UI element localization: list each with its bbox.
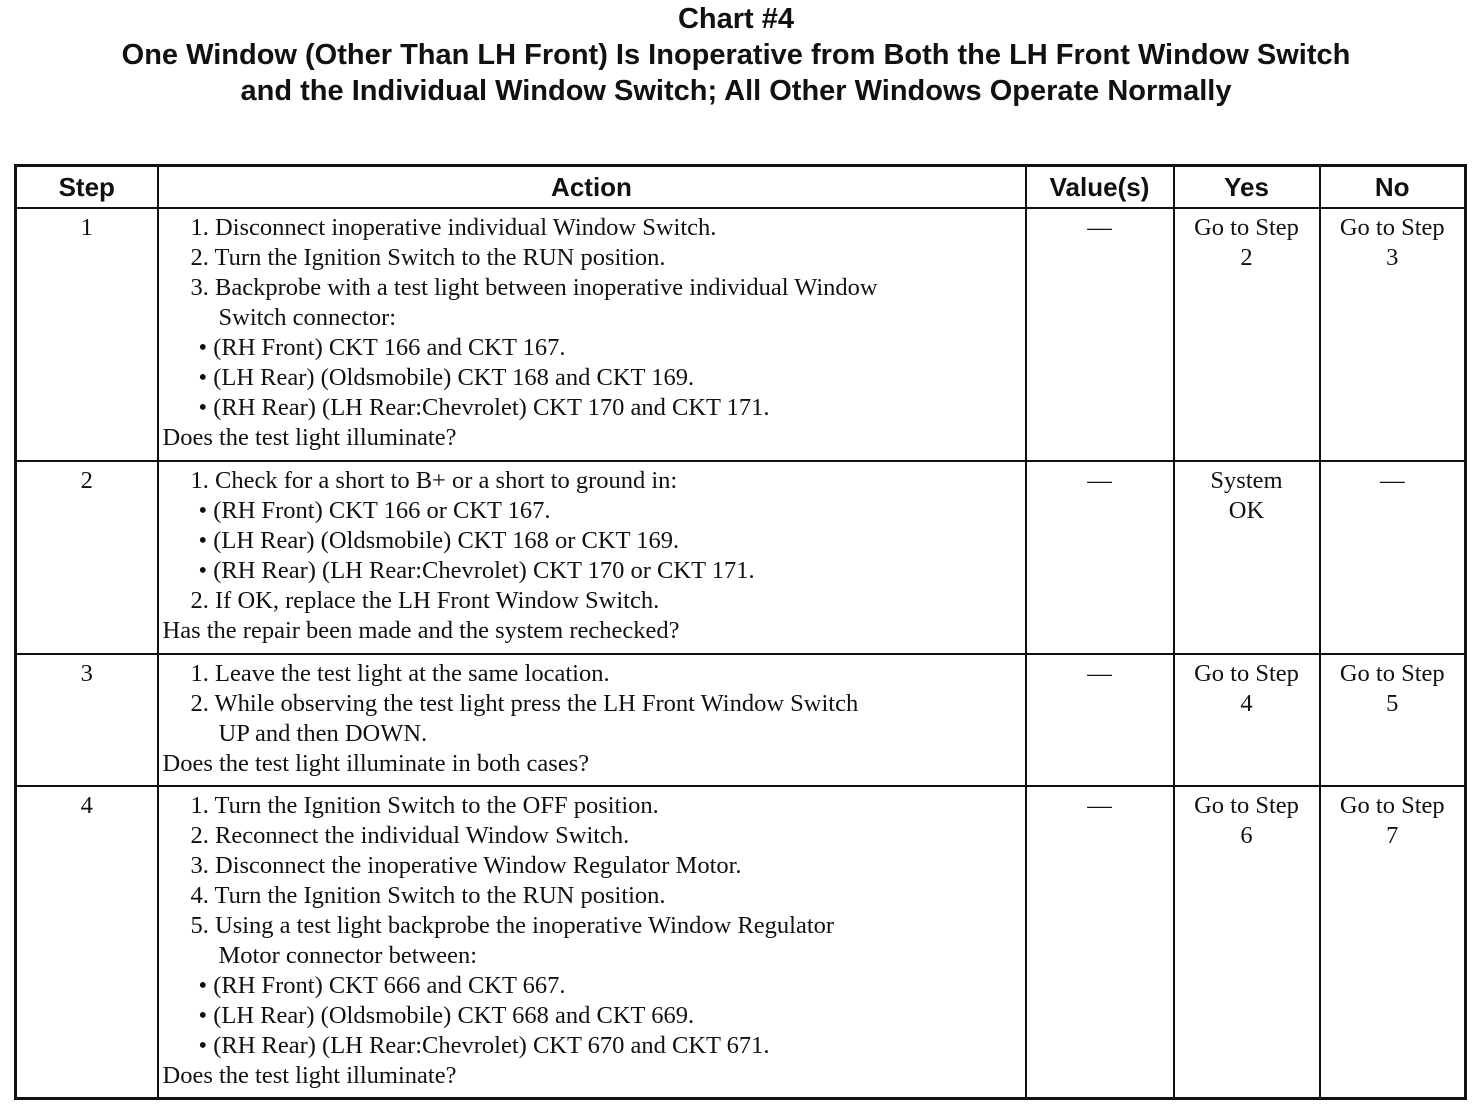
column-header-yes: Yes [1174, 166, 1320, 209]
no-text: Go to Step [1339, 792, 1445, 819]
diagnostic-table [14, 164, 1467, 1100]
action-bullet: • (LH Rear) (Oldsmobile) CKT 168 or CKT 169. [198, 527, 680, 554]
value-cell: — [1026, 208, 1174, 461]
table-row-step-3 [16, 654, 1466, 786]
table-row-step-4 [16, 786, 1466, 1098]
yes-step: 2 [1240, 244, 1253, 271]
no-text: Go to Step [1339, 214, 1445, 241]
value-cell: — [1026, 654, 1174, 786]
yes-text: Go to Step [1194, 660, 1299, 687]
action-line: 1. Turn the Ignition Switch to the OFF position. [190, 792, 659, 819]
column-header-values: Value(s) [1026, 166, 1174, 209]
action-cell [158, 208, 1026, 461]
action-bullet: • (RH Front) CKT 666 and CKT 667. [198, 972, 566, 999]
no-cell [1320, 208, 1466, 461]
yes-cell [1174, 461, 1320, 654]
column-header-action: Action [158, 166, 1026, 209]
no-cell [1320, 654, 1466, 786]
step-number: 3 [16, 654, 158, 786]
table-header-row [16, 166, 1466, 209]
yes-step: 6 [1240, 822, 1253, 849]
table-row-step-2 [16, 461, 1466, 654]
value-cell: — [1026, 786, 1174, 1098]
no-cell [1320, 786, 1466, 1098]
action-question: Does the test light illuminate? [162, 1062, 457, 1089]
step-number: 2 [16, 461, 158, 654]
action-bullet: • (RH Front) CKT 166 and CKT 167. [198, 334, 566, 361]
action-bullet: • (RH Rear) (LH Rear:Chevrolet) CKT 170 or CKT 171. [198, 557, 755, 584]
yes-cell [1174, 786, 1320, 1098]
chart-title-line-2: and the Individual Window Switch; All Other Windows Operate Normally [240, 75, 1232, 107]
chart-header [0, 2, 1472, 109]
action-line: 1. Leave the test light at the same location. [190, 660, 610, 687]
action-line: 2. Turn the Ignition Switch to the RUN position. [190, 244, 666, 271]
yes-step: OK [1228, 497, 1265, 524]
no-step: 3 [1386, 244, 1399, 271]
chart-number: Chart #4 [677, 3, 795, 35]
action-bullet: • (RH Front) CKT 166 or CKT 167. [198, 497, 551, 524]
action-cell [158, 654, 1026, 786]
action-line: UP and then DOWN. [218, 720, 428, 747]
action-bullet: • (LH Rear) (Oldsmobile) CKT 668 and CKT 669. [198, 1002, 695, 1029]
no-text: Go to Step [1339, 660, 1445, 687]
action-line: 2. If OK, replace the LH Front Window Switch. [190, 587, 660, 614]
action-line: Switch connector: [218, 304, 397, 331]
step-number: 1 [16, 208, 158, 461]
value-cell: — [1026, 461, 1174, 654]
column-header-no: No [1320, 166, 1466, 209]
action-bullet: • (RH Rear) (LH Rear:Chevrolet) CKT 670 and CKT 671. [198, 1032, 770, 1059]
action-bullet: • (RH Rear) (LH Rear:Chevrolet) CKT 170 and CKT 171. [198, 394, 770, 421]
yes-text: System [1210, 467, 1283, 494]
action-bullet: • (LH Rear) (Oldsmobile) CKT 168 and CKT 169. [198, 364, 695, 391]
column-header-step: Step [16, 166, 158, 209]
action-line: 3. Backprobe with a test light between inoperative individual Window [190, 274, 878, 301]
action-question: Has the repair been made and the system rechecked? [162, 617, 680, 644]
yes-text: Go to Step [1194, 792, 1299, 819]
action-line: 5. Using a test light backprobe the inoperative Window Regulator [190, 912, 835, 939]
no-step: 7 [1386, 822, 1399, 849]
action-line: 3. Disconnect the inoperative Window Regulator Motor. [190, 852, 742, 879]
yes-text: Go to Step [1194, 214, 1299, 241]
action-line: 2. Reconnect the individual Window Switch. [190, 822, 630, 849]
no-text: — [1380, 467, 1405, 494]
action-line: 1. Disconnect inoperative individual Window Switch. [190, 214, 717, 241]
yes-cell [1174, 654, 1320, 786]
action-question: Does the test light illuminate in both cases? [162, 750, 590, 777]
table-row-step-1 [16, 208, 1466, 461]
action-cell [158, 786, 1026, 1098]
action-line: 1. Check for a short to B+ or a short to ground in: [190, 467, 678, 494]
no-step: 5 [1386, 690, 1399, 717]
action-line: 4. Turn the Ignition Switch to the RUN position. [190, 882, 666, 909]
action-question: Does the test light illuminate? [162, 424, 457, 451]
step-number: 4 [16, 786, 158, 1098]
no-cell [1320, 461, 1466, 654]
action-cell [158, 461, 1026, 654]
action-line: 2. While observing the test light press the LH Front Window Switch [190, 690, 859, 717]
chart-title-line-1: One Window (Other Than LH Front) Is Inoperative from Both the LH Front Window Switch [121, 39, 1351, 71]
yes-step: 4 [1240, 690, 1253, 717]
action-line: Motor connector between: [218, 942, 478, 969]
yes-cell [1174, 208, 1320, 461]
